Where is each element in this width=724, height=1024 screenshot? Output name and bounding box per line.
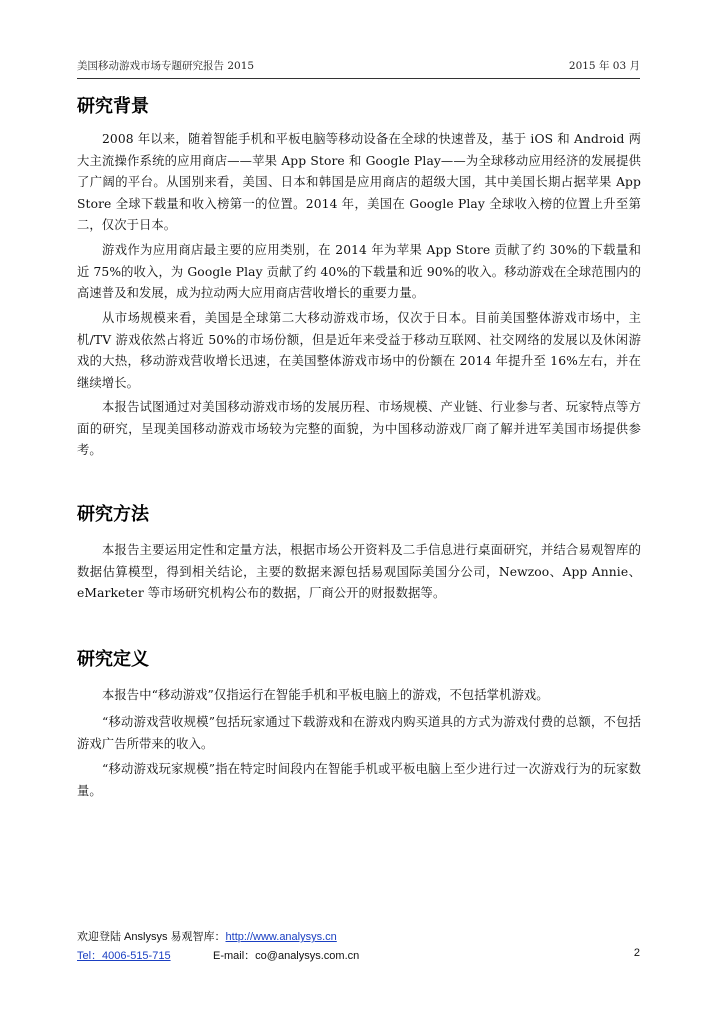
footer-url-link[interactable]: http://www.analysys.cn: [225, 931, 337, 943]
page-number: 2: [633, 947, 640, 959]
paragraph: 本报告中“移动游戏”仅指运行在智能手机和平板电脑上的游戏，不包括掌机游戏。: [102, 688, 549, 702]
paragraph: “移动游戏玩家规模”指在特定时间段内在智能手机或平板电脑上至少进行过一次游戏行为的玩家数量。: [77, 762, 641, 798]
section-title-definition: 研究定义: [77, 649, 149, 670]
header-report-title: 美国移动游戏市场专题研究报告 2015: [77, 60, 255, 72]
footer-welcome-text: 欢迎登陆 Anslysys 易观智库：: [77, 931, 226, 943]
section-title-background: 研究背景: [77, 96, 149, 117]
paragraph: 本报告主要运用定性和定量方法，根据市场公开资料及二手信息进行桌面研究，并结合易观智库的数据估算模型，得到相关结论，主要的数据来源包括易观国际美国分公司，Newzoo、App Annie、eMarketer 等市场研究机构公布的数据，厂商公开的财报数据等。: [77, 543, 641, 601]
paragraph: 2008 年以来，随着智能手机和平板电脑等移动设备在全球的快速普及，基于 iOS 和 Android 两大主流操作系统的应用商店——苹果 App Store 和 Google Play——为全球移动应用经济的发展提供了广阔的平台。从国别来看，美国、日本和韩国是应用商店的超级大国，其中美国长期占据苹果 App Store 全球下载量和收入榜第一的位置。2014 年，美国在 Google Play 全球收入榜的位置上升至第二，仅次于日本。: [77, 132, 641, 233]
footer-tel-link[interactable]: Tel：4006-515-715: [77, 950, 171, 962]
footer-welcome: [77, 928, 640, 944]
footer-email: E-mail：co@analysys.com.cn: [213, 950, 360, 962]
footer-contact: [77, 947, 640, 965]
paragraph: “移动游戏营收规模”包括玩家通过下载游戏和在游戏内购买道具的方式为游戏付费的总额，不包括游戏广告所带来的收入。: [77, 715, 641, 751]
header-date: 2015 年 03 月: [568, 60, 640, 72]
paragraph: 本报告试图通过对美国移动游戏市场的发展历程、市场规模、产业链、行业参与者、玩家特点等方面的研究，呈现美国移动游戏市场较为完整的面貌，为中国移动游戏厂商了解并进军美国市场提供参考。: [77, 400, 641, 458]
paragraph: 游戏作为应用商店最主要的应用类别，在 2014 年为苹果 App Store 贡献了约 30%的下载量和近 75%的收入，为 Google Play 贡献了约 40%的下载量和近 90%的收入。移动游戏在全球范围内的高速普及和发展，成为拉动两大应用商店营收增长的重要力量。: [77, 243, 641, 301]
section-title-method: 研究方法: [77, 504, 149, 525]
page-header: [77, 56, 640, 79]
paragraph: 从市场规模来看，美国是全球第二大移动游戏市场，仅次于日本。目前美国整体游戏市场中，主机/TV 游戏依然占将近 50%的市场份额，但是近年来受益于移动互联网、社交网络的发展以及休闲游戏的大热，移动游戏营收增长迅速，在美国整体游戏市场中的份额在 2014 年提升至 16%左右，并在继续增长。: [77, 311, 641, 390]
